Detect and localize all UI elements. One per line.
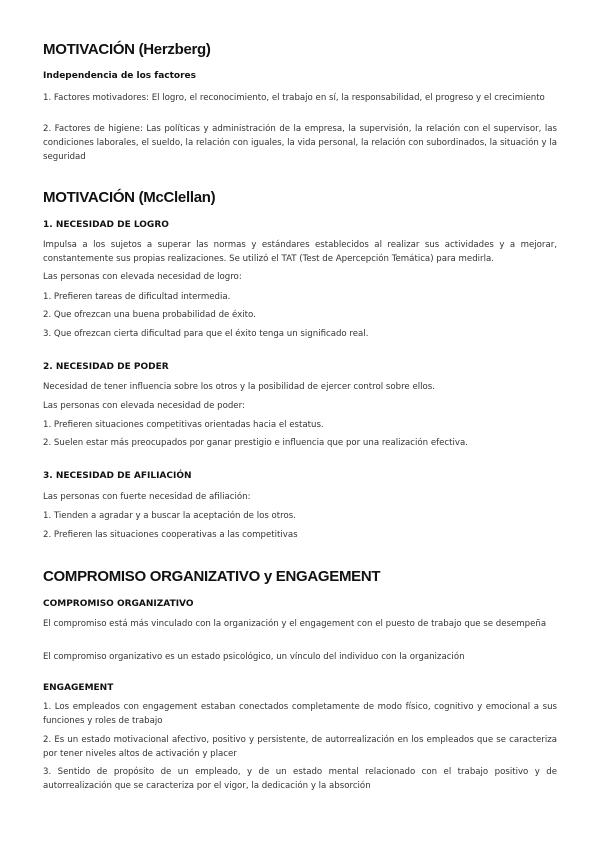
logro-item-3: 3. Que ofrezcan cierta dificultad para que el éxito tenga un significado real. [43,329,369,339]
afiliacion-item-2: 2. Prefieren las situaciones cooperativas a las competitivas [43,530,298,540]
logro-intro: Las personas con elevada necesidad de logro: [43,272,242,282]
logro-heading: 1. NECESIDAD DE LOGRO [43,220,169,230]
afiliacion-item-1: 1. Tienden a agradar y a buscar la aceptación de los otros. [43,511,296,521]
logro-item-1: 1. Prefieren tareas de dificultad intermedia. [43,292,231,302]
afiliacion-intro: Las personas con fuerte necesidad de afiliación: [43,492,251,502]
compromiso-org-heading: COMPROMISO ORGANIZATIVO [43,599,194,609]
engagement-item-1: 1. Los empleados con engagement estaban conectados completamente de modo físico, cognitivo y emocional a sus funciones y roles de trabajo [43,702,557,726]
compromiso-title: COMPROMISO ORGANIZATIVO y ENGAGEMENT [43,568,381,585]
compromiso-org-paragraph-2: El compromiso organizativo es un estado psicológico, un vínculo del individuo con la organización [43,652,465,662]
afiliacion-heading: 3. NECESIDAD DE AFILIACIÓN [43,471,192,481]
engagement-item-2: 2. Es un estado motivacional afectivo, positivo y persistente, de autorrealización en los empleados que se caracteriza por tener niveles altos de activación y placer [43,735,557,759]
engagement-heading: ENGAGEMENT [43,683,114,693]
herzberg-paragraph-1: 1. Factores motivadores: El logro, el reconocimiento, el trabajo en sí, la responsabilidad, el progreso y el crecimiento [43,93,545,103]
poder-item-1: 1. Prefieren situaciones competitivas orientadas hacia el estatus. [43,420,324,430]
herzberg-subtitle: Independencia de los factores [43,71,196,81]
compromiso-org-paragraph-1: El compromiso está más vinculado con la organización y el engagement con el puesto de trabajo que se desempeña [43,619,547,629]
engagement-item-3: 3. Sentido de propósito de un empleado, y de un estado mental relacionado con el trabajo positivo y de autorrealización que se caracteriza por el vigor, la dedicación y la absorción [43,767,557,791]
herzberg-title: MOTIVACIÓN (Herzberg) [43,41,211,58]
logro-item-2: 2. Que ofrezcan una buena probabilidad de éxito. [43,310,256,320]
mcclellan-title: MOTIVACIÓN (McClellan) [43,189,216,206]
poder-heading: 2. NECESIDAD DE PODER [43,362,169,372]
poder-item-2: 2. Suelen estar más preocupados por ganar prestigio e influencia que por una realización efectiva. [43,438,468,448]
poder-description: Necesidad de tener influencia sobre los otros y la posibilidad de ejercer control sobre ellos. [43,382,435,392]
herzberg-paragraph-2: 2. Factores de higiene: Las políticas y administración de la empresa, la supervisión, la relación con el supervisor, las condiciones laborales, el sueldo, la relación con iguales, la vida personal, la relación con subordinados, la situación y la seguridad [43,124,557,162]
poder-intro: Las personas con elevada necesidad de poder: [43,401,245,411]
logro-description: Impulsa a los sujetos a superar las normas y estándares establecidos al realizar sus actividades y a mejorar, constantemente sus propias realizaciones. Se utilizó el TAT (Test de Apercepción Temática) para medirla. [43,240,557,264]
